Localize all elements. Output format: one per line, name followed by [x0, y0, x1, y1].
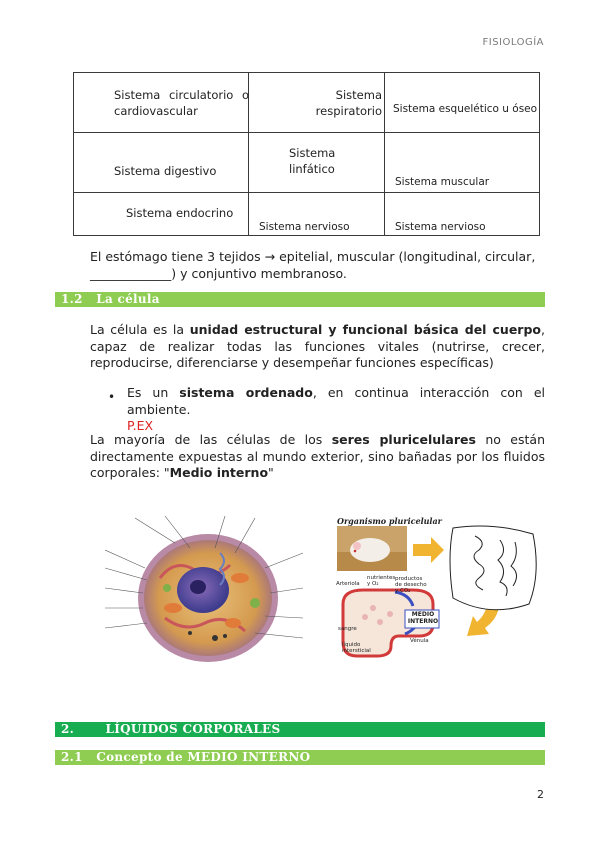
multicell-post: " — [268, 465, 274, 480]
multicell-mid: no están directamente expuestas al mundo exterior, sino bañadas por los fluidos corporales: " — [90, 432, 545, 480]
bullet-post: , en continua interacción con el ambiente. — [127, 385, 545, 417]
figure-title: Organismo pluricelular — [337, 516, 442, 526]
bullet-pre: Es un — [127, 385, 180, 400]
section-heading-1-2 — [55, 292, 545, 307]
multicellular-paragraph — [90, 432, 545, 482]
multicell-bold-1: seres pluricelulares — [331, 432, 476, 447]
label-nutrients: nutrientes y O₂ — [367, 575, 396, 587]
cell-digestive: Sistema digestivo — [114, 164, 217, 178]
table-cell — [249, 133, 385, 193]
table-cell — [385, 73, 540, 133]
cell-nervous-2: Sistema nervioso — [395, 221, 486, 233]
section-heading-2-1 — [55, 750, 545, 765]
cell-muscular: Sistema muscular — [395, 176, 490, 188]
section-heading-text: 2.1 Concepto de MEDIO INTERNO — [61, 750, 311, 764]
stomach-paragraph — [90, 249, 545, 282]
section-heading-text: 2. LÍQUIDOS CORPORALES — [61, 722, 281, 736]
label-interstitial-fluid: líquido intersticial — [342, 642, 371, 654]
table-row — [74, 133, 540, 193]
label-waste: productos de desecho y CO₂ — [395, 576, 427, 594]
table-cell — [385, 133, 540, 193]
page-header: FISIOLOGÍA — [482, 37, 544, 48]
example-label: P.EX — [127, 418, 154, 433]
cell-endocrine: Sistema endocrino — [126, 206, 234, 220]
multicell-pre: La mayoría de las células de los — [90, 432, 332, 447]
table-cell — [249, 193, 385, 236]
cell-skeletal: Sistema esquelético u óseo — [393, 103, 538, 115]
label-blood: sangre — [338, 626, 357, 632]
cell-circulatory: Sistema circulatorio o cardiovascular — [114, 88, 249, 118]
table-row — [74, 73, 540, 133]
stomach-line-2: ) y conjuntivo membranoso. — [171, 265, 347, 281]
table-row — [74, 193, 540, 236]
multicell-bold-2: Medio interno — [169, 465, 269, 480]
cell-definition-paragraph — [90, 322, 545, 372]
table-cell — [249, 73, 385, 133]
section-heading-text: 1.2 La célula — [61, 292, 160, 306]
page-number: 2 — [537, 788, 544, 801]
bullet-paragraph — [127, 385, 545, 435]
table-cell — [74, 193, 249, 236]
animal-cell-illustration — [105, 508, 305, 688]
bullet-icon: • — [108, 390, 116, 404]
table-cell — [74, 133, 249, 193]
cell-def-post: , capaz de realizar todas las funciones vitales (nutrirse, crecer, reproducirse, diferenciarse y desempeñar funciones específicas) — [90, 322, 545, 370]
table-cell — [74, 73, 249, 133]
table-cell — [385, 193, 540, 236]
bullet-bold: sistema ordenado — [179, 385, 313, 400]
label-arteriole: Arteriola — [336, 581, 360, 587]
label-venule: Vénula — [410, 638, 429, 644]
stomach-line-1: El estómago tiene 3 tejidos → epitelial, muscular (longitudinal, circular, — [90, 249, 536, 264]
internal-medium-diagram — [335, 522, 545, 662]
cell-def-bold: unidad estructural y funcional básica del cuerpo — [189, 322, 541, 337]
cell-def-pre: La célula es la — [90, 322, 190, 337]
label-internal-medium: MEDIO INTERNO — [407, 611, 439, 625]
stomach-blank: _____________ — [90, 265, 172, 281]
cell-nervous: Sistema nervioso — [259, 221, 350, 233]
cell-respiratory: Sistema respiratorio — [315, 88, 382, 118]
cell-lymphatic: Sistema linfático — [289, 146, 336, 176]
body-systems-table — [73, 72, 540, 236]
section-heading-2 — [55, 722, 545, 737]
